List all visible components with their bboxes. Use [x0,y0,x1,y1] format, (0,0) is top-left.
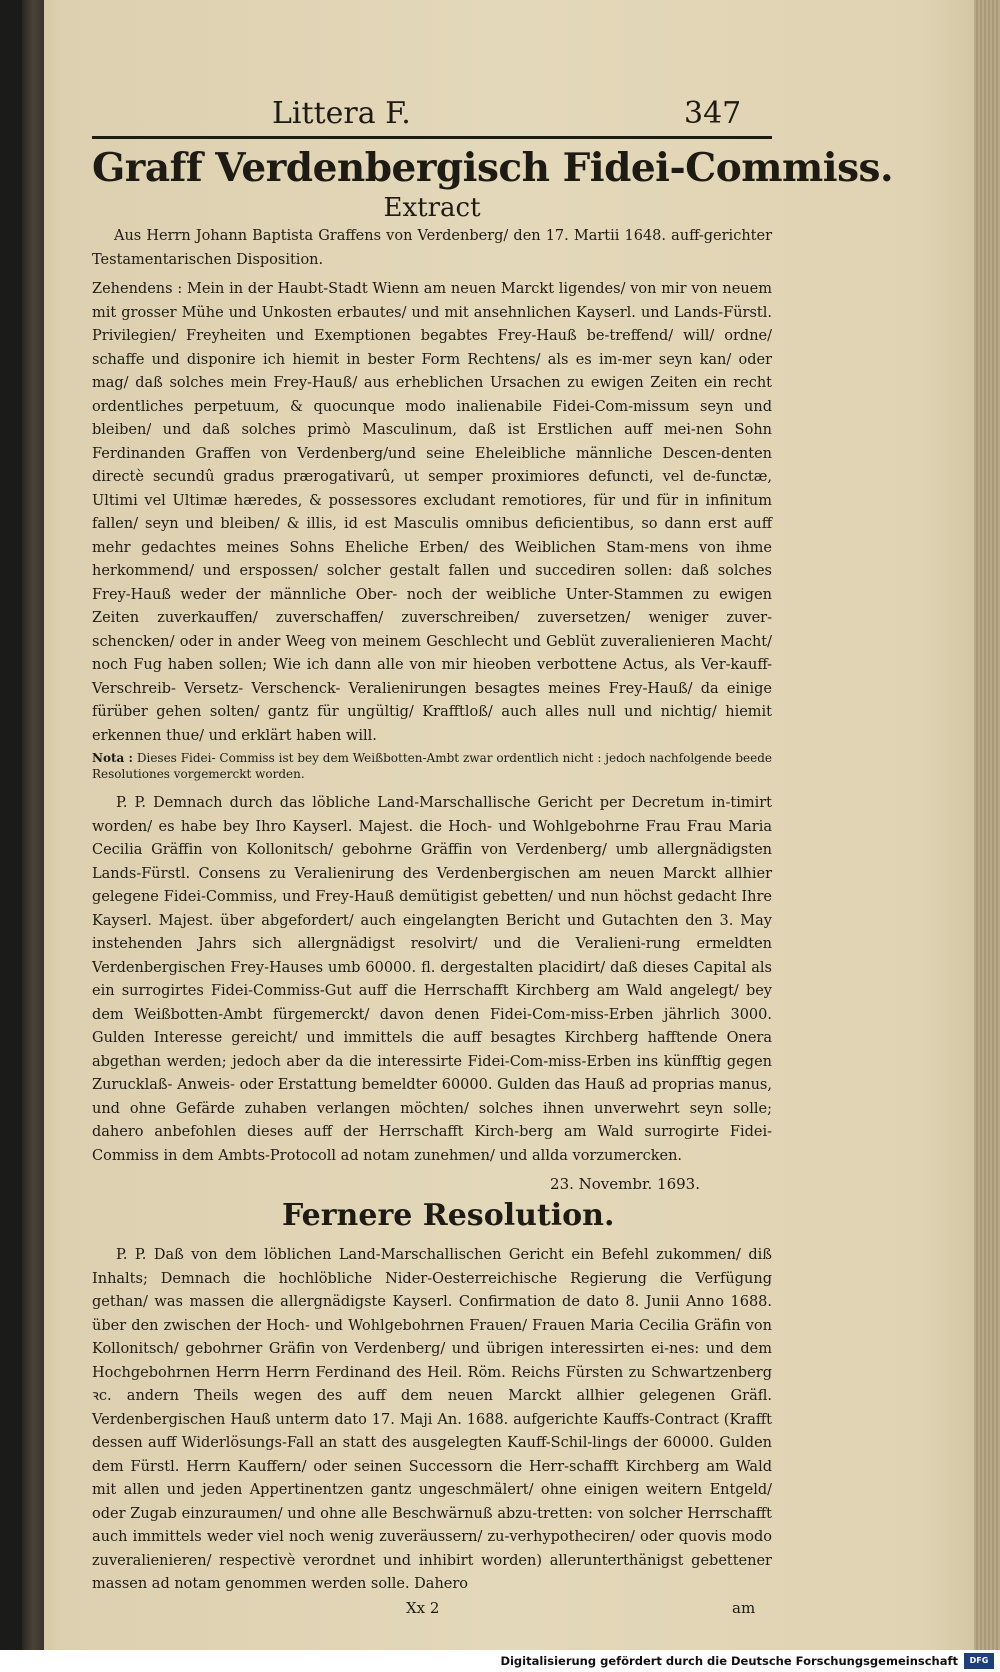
header-rule [92,136,772,139]
text-block [92,92,894,1623]
running-head [92,92,772,134]
book-spine [22,0,44,1650]
page-fore-edge [974,0,1000,1650]
dfg-logo-icon: DFG [964,1653,994,1669]
subtitle: Extract [383,193,481,223]
page-number: 347 [684,96,742,131]
section-title: Fernere Resolution. [282,1198,615,1233]
book-page [22,0,1000,1650]
nota-label: Nota : [92,751,133,765]
paragraph-pp-1: P. P. Demnach durch das löbliche Land-Marschallische Gericht per Decretum in-timirt worden/ es habe bey Ihro Kayserl. Majest. die Hoch- und Wohlgebohrne Frau Frau Maria Cecilia Gräffin von Kollonitsch/ gebohrne Gräffin von Verdenberg/ umb allergnädigsten Lands-Fürstl. Consens zu Veralienirung des Verdenbergischen am neuen Marckt allhier gelegene Fidei-Commiss, und Frey-Hauß demütigist gebetten/ und nun höchst gedacht Ihre Kayserl. Majest. über abgefordert/ auch eingelangten Bericht und Gutachten den 3. May instehenden Jahrs sich allergnädigst resolvirt/ und die Veralieni-rung ermeldten Verdenbergischen Frey-Hauses umb 60000. fl. dergestalten placidirt/ daß dieses Capital als ein surrogirtes Fidei-Commiss-Gut auff die Herrschafft Kirchberg am Wald angelegt/ bey dem Weißbotten-Ambt fürgemerckt/ davon denen Fidei-Com-miss-Erben jährlich 3000. Gulden Interesse gereicht/ und immittels die auff besagtes Kirchberg hafftende Onera abgethan werden; jedoch aber da die interessirte Fidei-Com-miss-Erben ins künfftig gegen Zurucklaß- Anweis- oder Erstattung bemeldter 60000. Gulden das Hauß ad proprias manus, und ohne Gefärde zuhaben verlangen möchten/ solches ihnen unverwehrt seyn solle; dahero anbefohlen dieses auff der Herrschafft Kirch-berg am Wald surrogirte Fidei- Commiss in dem Ambts-Protocoll ad notam zunehmen/ und allda vorzumercken. [92,795,772,1164]
signature-mark: Xx 2 [406,1598,440,1617]
signature-line [92,1597,772,1623]
running-head-title: Littera F. [272,96,411,131]
date-line: 23. Novembr. 1693. [550,1175,700,1193]
paragraph-zehendens: Zehendens : Mein in der Haubt-Stadt Wienn am neuen Marckt ligendes/ von mir von neuem mit grosser Mühe und Unkosten erbautes/ und mit ansehnlichen Kayserl. und Lands-Fürstl. Privilegien/ Freyheiten und Exemptionen begabtes Frey-Hauß be-treffend/ will/ ordne/ schaffe und disponire ich hiemit in bester Form Rechtens/ als es im-mer seyn kan/ oder mag/ daß solches mein Frey-Hauß/ aus erheblichen Ursachen zu ewigen Zeiten ein recht ordentliches perpetuum, & quocunque modo inalienabile Fidei-Com-missum seyn und bleiben/ und daß solches primò Masculinum, daß ist Erstlichen auff mei-nen Sohn Ferdinanden Graffen von Verdenberg/und seine Eheleibliche männliche Descen-denten directè secundû gradus prærogativarû, ut semper proximiores defuncti, vel de-functæ, Ultimi vel Ultimæ hæredes, & possessores excludant remotiores, für und für in infinitum fallen/ seyn und bleiben/ & illis, id est Masculis omnibus deficientibus, so dann erst auff mehr gedachtes meines Sohns Eheliche Erben/ des Weiblichen Stam-mens von ihme herkommend/ und erspossen/ solcher gestalt fallen und succediren sollen: daß solches Frey-Hauß weder der männliche Ober- noch der weibliche Unter-Stammen zu ewigen Zeiten zuverkauffen/ zuverschaffen/ zuverschreiben/ zuversetzen/ weniger zuver-schencken/ oder in ander Weeg von meinem Geschlecht und Geblüt zuveralienieren Macht/ noch Fug haben sollen; Wie ich dann alle von mir hieoben verbottene Actus, als Ver-kauff- Verschreib- Versetz- Verschenck- Veralienirungen besagtes meines Frey-Hauß/ da einige fürüber gehen solten/ gantz für ungültig/ Krafftloß/ auch alles null und nichtig/ hiemit erkennen thue/ und erklärt haben will. [92,281,772,744]
intro-line: Aus Herrn Johann Baptista Graffens von Verdenberg/ den 17. Martii 1648. auff-gerichter Testamentarischen Disposition. [92,228,772,268]
nota-text: Dieses Fidei- Commiss ist bey dem Weißbotten-Ambt zwar ordentlich nicht : jedoch nachfolgende beede Resolutiones vorgemerckt worden. [92,751,772,781]
page-title: Graff Verdenbergisch Fidei-Commiss. [92,145,894,191]
footer-credit: Digitalisierung gefördert durch die Deutsche Forschungsgemeinschaft [500,1654,958,1668]
paragraph-pp-2: P. P. Daß von dem löblichen Land-Marschallischen Gericht ein Befehl zukommen/ diß Inhalts; Demnach die hochlöbliche Nider-Oesterreichische Regierung die Verfügung gethan/ was massen die allergnädigste Kayserl. Confirmation de dato 8. Junii Anno 1688. über den zwischen der Hoch- und Wohlgebohrnen Frauen/ Frauen Maria Cecilia Gräfin von Kollonitsch/ gebohrner Gräfin von Verdenberg/ und übrigen interessirten ei-nes: und dem Hochgebohrnen Herrn Herrn Ferdinand des Heil. Röm. Reichs Fürsten zu Schwartzenberg ꝛc. andern Theils wegen des auff dem neuen Marckt allhier gelegenen Gräfl. Verdenbergischen Hauß unterm dato 17. Maji An. 1688. aufgerichte Kauffs-Contract (Krafft dessen auff Widerlösungs-Fall an statt des ausgelegten Kauff-Schil-lings der 60000. Gulden dem Fürstl. Herrn Kauffern/ oder seinen Successorn die Herr-schafft Kirchberg am Wald mit allen und jeden Appertinentzen gantz ungeschmälert/ ohne einigen weitern Entgeld/ oder Zugab einzuraumen/ und ohne alle Beschwärnuß abzu-tretten: von solcher Herrschafft auch immittels weder viel noch wenig zuveräussern/ zu-verhypotheciren/ oder quovis modo zuveralienieren/ respectivè verordnet und inhibirt worden) allerunterthänigst gebettener massen ad notam genommen werden solle. Dahero [92,1247,772,1592]
nota [92,750,772,782]
catchword: am [732,1598,756,1617]
footer-credit-bar [0,1650,1000,1672]
